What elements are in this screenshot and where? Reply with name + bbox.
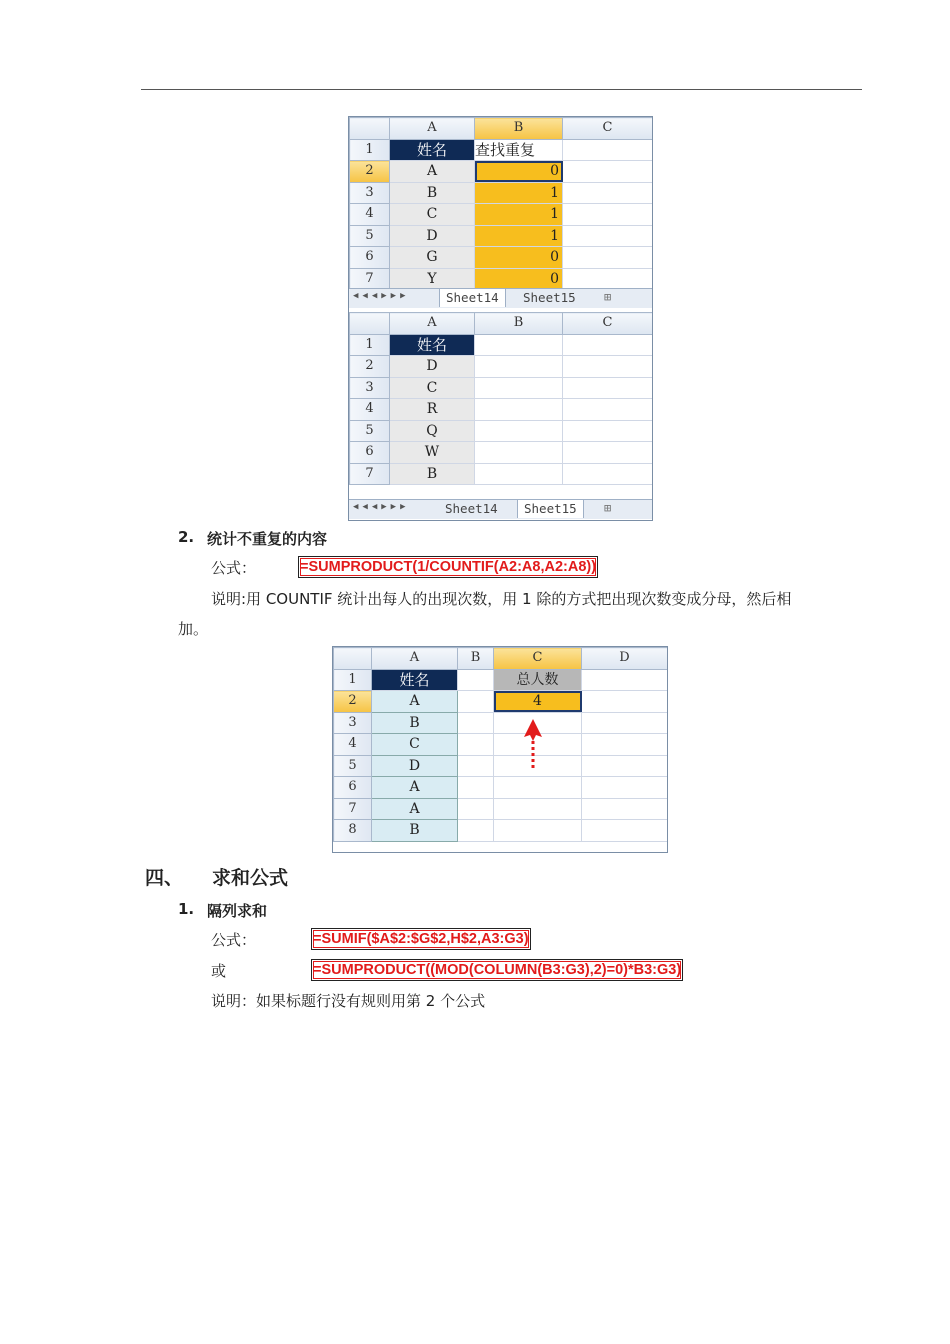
name-cell[interactable]: A xyxy=(390,161,475,183)
row-header[interactable]: 5 xyxy=(334,755,372,777)
sheet15-grid xyxy=(349,312,653,485)
header-cell-name[interactable]: 姓名 xyxy=(372,669,458,691)
name-cell[interactable]: Y xyxy=(390,268,475,290)
insert-sheet-icon[interactable]: ⊞ xyxy=(604,501,612,515)
cell[interactable] xyxy=(494,798,582,820)
cell[interactable] xyxy=(475,377,563,399)
spreadsheet-figure-3 xyxy=(332,646,668,853)
chapter-number: 四、 xyxy=(145,867,184,889)
name-cell[interactable]: D xyxy=(390,225,475,247)
row-header[interactable]: 4 xyxy=(334,734,372,756)
sheet-tab-bar xyxy=(349,288,652,308)
cell[interactable] xyxy=(563,356,653,378)
name-cell[interactable]: B xyxy=(390,182,475,204)
col-header-b[interactable]: B xyxy=(475,118,563,140)
cell[interactable] xyxy=(563,463,653,485)
name-cell[interactable]: W xyxy=(390,442,475,464)
cell[interactable] xyxy=(563,182,653,204)
name-cell[interactable]: A xyxy=(372,777,458,799)
cell[interactable] xyxy=(458,777,494,799)
cell[interactable] xyxy=(582,669,668,691)
row-header[interactable]: 3 xyxy=(350,377,390,399)
note-line-1: 说明:用 COUNTIF 统计出每人的出现次数，用 1 除的方式把出现次数变成分母，然后相 xyxy=(211,590,792,608)
col-header-a[interactable]: A xyxy=(372,648,458,670)
formula-label: 公式： xyxy=(211,559,257,577)
row-header[interactable]: 7 xyxy=(350,268,390,290)
row-header[interactable]: 6 xyxy=(334,777,372,799)
tab-sheet15[interactable]: Sheet15 xyxy=(517,500,584,518)
name-cell[interactable]: B xyxy=(390,463,475,485)
header-cell-total[interactable]: 总人数 xyxy=(494,669,582,691)
value-cell[interactable]: 0 xyxy=(475,247,563,269)
corner-cell[interactable] xyxy=(334,648,372,670)
name-cell[interactable]: A xyxy=(372,691,458,713)
count-grid xyxy=(333,647,668,842)
name-cell[interactable]: C xyxy=(390,377,475,399)
row-header[interactable]: 6 xyxy=(350,247,390,269)
cell[interactable] xyxy=(563,225,653,247)
tab-sheet14[interactable]: Sheet14 xyxy=(445,501,498,516)
name-cell[interactable]: G xyxy=(390,247,475,269)
name-cell[interactable]: Q xyxy=(390,420,475,442)
name-cell[interactable]: R xyxy=(390,399,475,421)
row-header[interactable]: 1 xyxy=(350,334,390,356)
value-cell[interactable]: 1 xyxy=(475,204,563,226)
cell[interactable] xyxy=(475,463,563,485)
col-header-c[interactable]: C xyxy=(494,648,582,670)
name-cell[interactable]: C xyxy=(390,204,475,226)
col-header-c[interactable]: C xyxy=(563,118,653,140)
sheet-nav-arrows-icon[interactable]: ◀◀◀▶▶▶ xyxy=(353,291,410,301)
cell[interactable] xyxy=(563,442,653,464)
name-cell[interactable]: D xyxy=(390,356,475,378)
cell[interactable] xyxy=(494,777,582,799)
cell[interactable] xyxy=(563,377,653,399)
cell[interactable] xyxy=(458,669,494,691)
name-cell[interactable]: B xyxy=(372,712,458,734)
col-header-d[interactable]: D xyxy=(582,648,668,670)
cell[interactable] xyxy=(475,356,563,378)
note-line-2: 加。 xyxy=(178,620,209,638)
header-rule xyxy=(141,89,862,90)
cell[interactable] xyxy=(563,247,653,269)
row-header[interactable]: 1 xyxy=(334,669,372,691)
result-cell[interactable]: 4 xyxy=(494,691,582,713)
cell[interactable] xyxy=(458,798,494,820)
cell[interactable] xyxy=(582,734,668,756)
value-cell[interactable]: 1 xyxy=(475,182,563,204)
row-header[interactable]: 3 xyxy=(334,712,372,734)
tab-sheet14[interactable]: Sheet14 xyxy=(439,289,506,307)
name-cell[interactable]: D xyxy=(372,755,458,777)
row-header[interactable]: 2 xyxy=(334,691,372,713)
corner-cell[interactable] xyxy=(350,313,390,335)
cell[interactable] xyxy=(563,420,653,442)
cell[interactable] xyxy=(582,712,668,734)
cell[interactable] xyxy=(582,798,668,820)
cell[interactable] xyxy=(494,820,582,842)
up-arrow-icon xyxy=(521,717,545,773)
cell[interactable] xyxy=(458,755,494,777)
name-cell[interactable]: B xyxy=(372,820,458,842)
row-header[interactable]: 7 xyxy=(350,463,390,485)
cell[interactable] xyxy=(563,204,653,226)
col-header-c[interactable]: C xyxy=(563,313,653,335)
cell[interactable] xyxy=(582,691,668,713)
row-header[interactable]: 4 xyxy=(350,204,390,226)
subsection-heading: 隔列求和 xyxy=(207,902,268,920)
cell[interactable] xyxy=(563,139,653,161)
header-cell-name[interactable]: 姓名 xyxy=(390,139,475,161)
insert-sheet-icon[interactable]: ⊞ xyxy=(604,290,612,304)
row-header[interactable]: 4 xyxy=(350,399,390,421)
formula-box-1: =SUMIF($A$2:$G$2,H$2,A3:G3) xyxy=(311,928,531,950)
cell[interactable] xyxy=(475,334,563,356)
row-header[interactable]: 2 xyxy=(350,161,390,183)
header-cell-duplicate[interactable]: 查找重复 xyxy=(475,139,563,161)
col-header-b[interactable]: B xyxy=(458,648,494,670)
cell[interactable] xyxy=(458,734,494,756)
sheet-tab-bar-2 xyxy=(349,499,652,519)
section-heading: 统计不重复的内容 xyxy=(207,530,328,548)
row-header[interactable]: 3 xyxy=(350,182,390,204)
tab-sheet15[interactable]: Sheet15 xyxy=(523,290,576,305)
cell[interactable] xyxy=(475,399,563,421)
cell[interactable] xyxy=(563,334,653,356)
name-cell[interactable]: A xyxy=(372,798,458,820)
header-cell-name[interactable]: 姓名 xyxy=(390,334,475,356)
sheet14-grid xyxy=(349,117,653,290)
value-cell[interactable]: 0 xyxy=(475,268,563,290)
row-header[interactable]: 1 xyxy=(350,139,390,161)
row-header[interactable]: 6 xyxy=(350,442,390,464)
spreadsheet-figure-1 xyxy=(348,116,653,521)
formula-label: 公式： xyxy=(211,931,257,949)
col-header-a[interactable]: A xyxy=(390,313,475,335)
cell[interactable] xyxy=(458,712,494,734)
section-number: 2. xyxy=(178,528,195,546)
row-header[interactable]: 8 xyxy=(334,820,372,842)
row-header[interactable]: 5 xyxy=(350,420,390,442)
cell[interactable] xyxy=(458,691,494,713)
col-header-b[interactable]: B xyxy=(475,313,563,335)
value-cell[interactable]: 1 xyxy=(475,225,563,247)
or-label: 或 xyxy=(211,962,227,980)
cell[interactable] xyxy=(563,399,653,421)
chapter-heading: 求和公式 xyxy=(212,867,289,889)
cell[interactable] xyxy=(563,161,653,183)
subsection-number: 1. xyxy=(178,900,195,918)
cell[interactable] xyxy=(563,268,653,290)
cell[interactable] xyxy=(458,820,494,842)
row-header[interactable]: 5 xyxy=(350,225,390,247)
cell[interactable] xyxy=(582,777,668,799)
value-cell-active[interactable]: 0 xyxy=(475,161,563,183)
sheet-nav-arrows-icon[interactable]: ◀◀◀▶▶▶ xyxy=(353,502,410,512)
cell[interactable] xyxy=(582,755,668,777)
row-header[interactable]: 2 xyxy=(350,356,390,378)
formula-box: =SUMPRODUCT(1/COUNTIF(A2:A8,A2:A8)) xyxy=(298,556,598,578)
corner-cell[interactable] xyxy=(350,118,390,140)
cell[interactable] xyxy=(475,420,563,442)
name-cell[interactable]: C xyxy=(372,734,458,756)
note: 说明：如果标题行没有规则用第 2 个公式 xyxy=(211,992,486,1010)
formula-box-2: =SUMPRODUCT((MOD(COLUMN(B3:G3),2)=0)*B3:G3) xyxy=(311,959,683,981)
col-header-a[interactable]: A xyxy=(390,118,475,140)
cell[interactable] xyxy=(475,442,563,464)
row-header[interactable]: 7 xyxy=(334,798,372,820)
cell[interactable] xyxy=(582,820,668,842)
